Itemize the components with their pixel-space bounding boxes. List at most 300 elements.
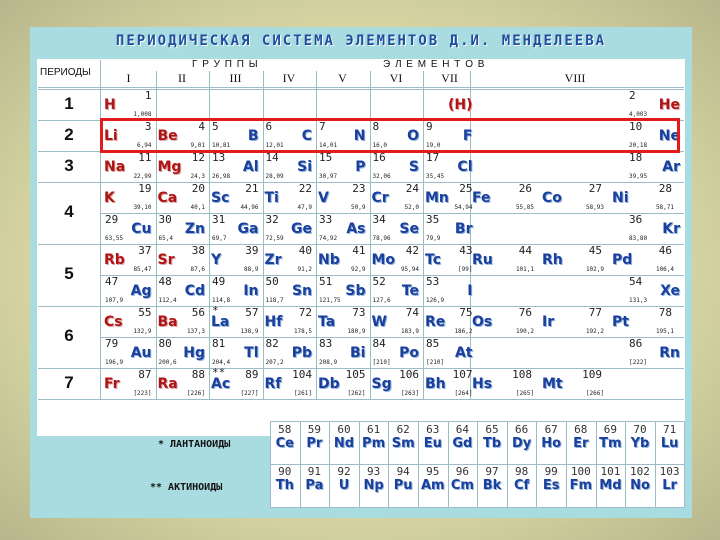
atomic-number: 108 bbox=[512, 368, 532, 381]
atomic-number: 104 bbox=[292, 368, 312, 381]
actinide-Fm-cell[interactable] bbox=[566, 465, 596, 493]
element-Nb-cell[interactable] bbox=[316, 244, 370, 275]
group-header-1: I bbox=[126, 71, 131, 85]
element-symbol: (H) bbox=[447, 97, 473, 113]
element-Sg-cell[interactable] bbox=[370, 368, 424, 399]
element-Bh-cell[interactable] bbox=[423, 368, 477, 399]
actinide-Cf-cell[interactable] bbox=[507, 465, 537, 493]
element-Sb-cell[interactable] bbox=[316, 275, 370, 306]
element-At-cell[interactable] bbox=[423, 337, 477, 368]
atomic-number: 25 bbox=[459, 182, 473, 195]
element-Ru-cell[interactable] bbox=[470, 244, 540, 275]
atomic-number: 106 bbox=[399, 368, 419, 381]
atomic-number: 47 bbox=[105, 275, 119, 288]
atomic-mass: [262] bbox=[347, 390, 366, 397]
actinide-Pa-cell[interactable] bbox=[300, 465, 330, 493]
element-symbol: Ra bbox=[157, 376, 178, 392]
atomic-mass: 107,9 bbox=[105, 297, 124, 304]
atomic-mass: [266] bbox=[585, 390, 604, 397]
element-symbol: Pt bbox=[612, 314, 629, 330]
element-Tl-cell[interactable] bbox=[209, 337, 263, 368]
element-Ge-cell[interactable] bbox=[263, 213, 317, 244]
element-symbol: Bh bbox=[425, 376, 446, 392]
series-marker: ** bbox=[212, 366, 226, 379]
periods-header: ПЕРИОДЫ bbox=[40, 67, 91, 78]
atomic-number: 70 bbox=[633, 423, 647, 436]
group-header-5: V bbox=[338, 71, 347, 85]
element-Sc-cell[interactable] bbox=[209, 182, 263, 213]
element-symbol: Po bbox=[399, 345, 419, 361]
element-Br-cell[interactable] bbox=[423, 213, 477, 244]
atomic-mass: 195,1 bbox=[655, 328, 674, 335]
element-Ag-cell[interactable] bbox=[102, 275, 156, 306]
element-Se-cell[interactable] bbox=[370, 213, 424, 244]
element-symbol: F bbox=[462, 128, 473, 144]
atomic-number: 77 bbox=[588, 306, 602, 319]
element-Cr-cell[interactable] bbox=[370, 182, 424, 213]
element-symbol: Pm bbox=[362, 436, 386, 451]
lanthanide-Dy-cell[interactable] bbox=[507, 423, 537, 451]
element-W-cell[interactable] bbox=[370, 306, 424, 337]
atomic-number: 43 bbox=[459, 244, 473, 257]
element-symbol: Tc bbox=[425, 252, 441, 268]
element-symbol: Sc bbox=[211, 190, 230, 206]
period-4: 4 bbox=[64, 202, 74, 221]
element-Cd-cell[interactable] bbox=[156, 275, 210, 306]
element-Mo-cell[interactable] bbox=[370, 244, 424, 275]
lanthanide-Eu-cell[interactable] bbox=[418, 423, 448, 451]
element-Db-cell[interactable] bbox=[316, 368, 370, 399]
atomic-number: 93 bbox=[366, 465, 381, 478]
atomic-number: 30 bbox=[158, 213, 172, 226]
element-symbol: Tm bbox=[599, 436, 622, 451]
element-symbol: In bbox=[243, 283, 259, 299]
atomic-number: 27 bbox=[588, 182, 602, 195]
lanthanide-Er-cell[interactable] bbox=[566, 423, 596, 451]
actinide-No-cell[interactable] bbox=[625, 465, 655, 493]
element-I-cell[interactable] bbox=[423, 275, 477, 306]
atomic-mass: 208,9 bbox=[319, 359, 338, 366]
actinide-Th-cell[interactable] bbox=[270, 465, 300, 493]
actinide-Cm-cell[interactable] bbox=[448, 465, 478, 493]
element-Xe-cell[interactable] bbox=[626, 275, 684, 306]
atomic-mass: 20,18 bbox=[629, 142, 648, 149]
grid-line bbox=[38, 399, 684, 400]
element-P-cell[interactable] bbox=[316, 151, 370, 182]
element-symbol: V bbox=[318, 190, 329, 206]
atomic-mass: 24,3 bbox=[190, 173, 205, 180]
atomic-number: 41 bbox=[352, 244, 366, 257]
atomic-number: 69 bbox=[603, 423, 618, 436]
atomic-mass: 44,96 bbox=[240, 204, 259, 211]
series-marker: * bbox=[212, 304, 219, 317]
atomic-number: 62 bbox=[396, 423, 410, 436]
atomic-mass: [264] bbox=[454, 390, 473, 397]
atomic-number: 24 bbox=[405, 182, 419, 195]
element-Ga-cell[interactable] bbox=[209, 213, 263, 244]
atomic-mass: 121,75 bbox=[319, 297, 341, 304]
element-Mn-cell[interactable] bbox=[423, 182, 477, 213]
group-header-4: IV bbox=[282, 71, 296, 85]
element-Ca-cell[interactable] bbox=[156, 182, 210, 213]
atomic-number: 84 bbox=[372, 337, 386, 350]
atomic-number: 57 bbox=[245, 306, 259, 319]
atomic-mass: 196,9 bbox=[105, 359, 124, 366]
element-Mg-cell[interactable] bbox=[156, 151, 210, 182]
element-La-cell[interactable] bbox=[209, 306, 263, 337]
atomic-mass: 39,95 bbox=[629, 173, 648, 180]
atomic-mass: [227] bbox=[240, 390, 259, 397]
element-symbol: Ac bbox=[211, 376, 231, 392]
atomic-number: 26 bbox=[518, 182, 532, 195]
element-symbol: Re bbox=[425, 314, 446, 330]
atomic-number: 40 bbox=[298, 244, 312, 257]
element-Te-cell[interactable] bbox=[370, 275, 424, 306]
lanthanide-Ce-cell[interactable] bbox=[270, 423, 300, 451]
element-Cl-cell[interactable] bbox=[423, 151, 477, 182]
element-Ta-cell[interactable] bbox=[316, 306, 370, 337]
atomic-number: 38 bbox=[191, 244, 205, 257]
element-Ti-cell[interactable] bbox=[263, 182, 317, 213]
atomic-mass: 186,2 bbox=[454, 328, 473, 335]
element-symbol: He bbox=[658, 97, 680, 113]
element-symbol: Rf bbox=[264, 376, 282, 392]
atomic-mass: 87,6 bbox=[190, 266, 205, 273]
element-symbol: Al bbox=[242, 159, 259, 175]
element-symbol: Be bbox=[157, 128, 178, 144]
atomic-number: 96 bbox=[455, 465, 470, 478]
element-symbol: S bbox=[408, 159, 419, 175]
actinide-Es-cell[interactable] bbox=[536, 465, 566, 493]
element-symbol: Ga bbox=[237, 221, 259, 237]
atomic-number: 71 bbox=[662, 423, 677, 436]
grid-line bbox=[270, 464, 684, 465]
atomic-number: 15 bbox=[319, 151, 333, 164]
element-symbol: Mg bbox=[157, 159, 182, 175]
element-symbol: Pd bbox=[612, 252, 633, 268]
element-symbol: Hf bbox=[264, 314, 283, 330]
element-V-cell[interactable] bbox=[316, 182, 370, 213]
atomic-number: 103 bbox=[659, 465, 680, 478]
atomic-number: 95 bbox=[426, 465, 440, 478]
element-symbol: Ir bbox=[542, 314, 555, 330]
element-Ir-cell[interactable] bbox=[540, 306, 610, 337]
element-symbol: Ar bbox=[662, 159, 680, 175]
element-symbol: Ni bbox=[612, 190, 629, 206]
element-Hf-cell[interactable] bbox=[263, 306, 317, 337]
element-symbol: Dy bbox=[511, 436, 532, 451]
element-Ra-cell[interactable] bbox=[156, 368, 210, 399]
grid-line bbox=[38, 87, 684, 88]
atomic-number: 32 bbox=[265, 213, 279, 226]
atomic-number: 52 bbox=[372, 275, 386, 288]
element-Sn-cell[interactable] bbox=[263, 275, 317, 306]
atomic-mass: 101,1 bbox=[515, 266, 534, 273]
element-symbol: Zr bbox=[264, 252, 282, 268]
element-Co-cell[interactable] bbox=[540, 182, 610, 213]
element-He-cell[interactable] bbox=[626, 89, 684, 120]
atomic-number: 90 bbox=[278, 465, 292, 478]
lanthanide-Yb-cell[interactable] bbox=[625, 423, 655, 451]
element-symbol: Fr bbox=[104, 376, 120, 392]
atomic-number: 82 bbox=[265, 337, 279, 350]
atomic-number: 75 bbox=[459, 306, 473, 319]
atomic-number: 97 bbox=[485, 465, 499, 478]
atomic-mass: 183,9 bbox=[400, 328, 419, 335]
element-symbol: Db bbox=[318, 376, 340, 392]
atomic-mass: 190,2 bbox=[515, 328, 534, 335]
element-H-cell[interactable] bbox=[423, 89, 477, 120]
atomic-number: 63 bbox=[426, 423, 440, 436]
atomic-mass: 58,71 bbox=[655, 204, 674, 211]
element-Bi-cell[interactable] bbox=[316, 337, 370, 368]
element-Tc-cell[interactable] bbox=[423, 244, 477, 275]
element-Rn-cell[interactable] bbox=[626, 337, 684, 368]
atomic-mass: [99] bbox=[458, 266, 473, 273]
atomic-mass: 32,06 bbox=[372, 173, 391, 180]
lanthanide-Tb-cell[interactable] bbox=[477, 423, 507, 451]
atomic-mass: 126,9 bbox=[426, 297, 445, 304]
element-Fe-cell[interactable] bbox=[470, 182, 540, 213]
element-Pt-cell[interactable] bbox=[610, 306, 680, 337]
element-symbol: Nd bbox=[333, 436, 355, 451]
element-Ni-cell[interactable] bbox=[610, 182, 680, 213]
group-header-3: III bbox=[229, 71, 242, 85]
element-symbol: Cd bbox=[184, 283, 205, 299]
element-symbol: Fe bbox=[472, 190, 491, 206]
atomic-number: 51 bbox=[319, 275, 333, 288]
atomic-mass: 137,3 bbox=[186, 328, 205, 335]
element-symbol: I bbox=[467, 283, 473, 299]
element-S-cell[interactable] bbox=[370, 151, 424, 182]
element-symbol: Cm bbox=[450, 478, 474, 493]
atomic-number: 19 bbox=[138, 182, 152, 195]
element-Os-cell[interactable] bbox=[470, 306, 540, 337]
element-symbol: B bbox=[247, 128, 259, 144]
atomic-mass: [265] bbox=[515, 390, 534, 397]
element-symbol: Rh bbox=[542, 252, 563, 268]
actinide-U-cell[interactable] bbox=[329, 465, 359, 493]
element-symbol: N bbox=[353, 128, 366, 144]
atomic-number: 6 bbox=[265, 120, 273, 133]
atomic-mass: 16,0 bbox=[372, 142, 387, 149]
atomic-mass: 65,4 bbox=[158, 235, 173, 242]
element-Pd-cell[interactable] bbox=[610, 244, 680, 275]
atomic-number: 72 bbox=[298, 306, 312, 319]
element-In-cell[interactable] bbox=[209, 275, 263, 306]
actinide-Bk-cell[interactable] bbox=[477, 465, 507, 493]
element-Cs-cell[interactable] bbox=[102, 306, 156, 337]
actinide-Lr-cell[interactable] bbox=[655, 465, 685, 493]
element-symbol: Sr bbox=[157, 252, 175, 268]
atomic-mass: 192,2 bbox=[585, 328, 604, 335]
element-symbol: Cs bbox=[104, 314, 123, 330]
atomic-mass: 50,9 bbox=[351, 204, 366, 211]
atomic-number: 73 bbox=[352, 306, 366, 319]
element-Sr-cell[interactable] bbox=[156, 244, 210, 275]
element-symbol: Pu bbox=[393, 478, 413, 493]
element-symbol: Am bbox=[420, 478, 445, 493]
lanthanide-Ho-cell[interactable] bbox=[536, 423, 566, 451]
atomic-number: 79 bbox=[105, 337, 119, 350]
atomic-mass: 52,0 bbox=[404, 204, 419, 211]
atomic-mass: 106,4 bbox=[655, 266, 674, 273]
element-Fr-cell[interactable] bbox=[102, 368, 156, 399]
element-Hg-cell[interactable] bbox=[156, 337, 210, 368]
atomic-number: 2 bbox=[629, 89, 636, 102]
element-Kr-cell[interactable] bbox=[626, 213, 684, 244]
lanthanide-Tm-cell[interactable] bbox=[596, 423, 626, 451]
element-symbol: Mt bbox=[542, 376, 563, 392]
element-symbol: Es bbox=[542, 478, 560, 493]
atomic-mass: 12,01 bbox=[265, 142, 284, 149]
element-Zn-cell[interactable] bbox=[156, 213, 210, 244]
element-Mt-cell[interactable] bbox=[540, 368, 610, 399]
element-Y-cell[interactable] bbox=[209, 244, 263, 275]
actinide-Np-cell[interactable] bbox=[359, 465, 389, 493]
atomic-number: 10 bbox=[629, 120, 643, 133]
element-symbol: Au bbox=[130, 345, 152, 361]
element-Rf-cell[interactable] bbox=[263, 368, 317, 399]
atomic-number: 100 bbox=[570, 465, 591, 478]
element-Si-cell[interactable] bbox=[263, 151, 317, 182]
atomic-number: 20 bbox=[191, 182, 205, 195]
element-symbol: Ne bbox=[658, 128, 680, 144]
element-Ar-cell[interactable] bbox=[626, 151, 684, 182]
element-symbol: Ge bbox=[291, 221, 312, 237]
element-symbol: Tl bbox=[244, 345, 259, 361]
atomic-mass: 28,09 bbox=[265, 173, 284, 180]
lanthanide-Nd-cell[interactable] bbox=[329, 423, 359, 451]
element-H-cell[interactable] bbox=[102, 89, 156, 120]
atomic-number: 94 bbox=[396, 465, 410, 478]
atomic-mass: 10,81 bbox=[212, 142, 231, 149]
lanthanides-label: * ЛАНТАНОИДЫ bbox=[158, 439, 231, 450]
atomic-mass: 6,94 bbox=[137, 142, 152, 149]
element-symbol: Hg bbox=[183, 345, 205, 361]
atomic-mass: 131,3 bbox=[629, 297, 648, 304]
element-symbol: Eu bbox=[423, 436, 442, 451]
grid-line bbox=[270, 421, 684, 422]
element-symbol: Ho bbox=[541, 436, 562, 451]
atomic-number: 109 bbox=[582, 368, 602, 381]
atomic-number: 13 bbox=[212, 151, 226, 164]
element-Hs-cell[interactable] bbox=[470, 368, 540, 399]
atomic-number: 67 bbox=[544, 423, 558, 436]
atomic-number: 89 bbox=[245, 368, 259, 381]
lanthanide-Pm-cell[interactable] bbox=[359, 423, 389, 451]
element-Po-cell[interactable] bbox=[370, 337, 424, 368]
actinide-Md-cell[interactable] bbox=[596, 465, 626, 493]
atomic-number: 61 bbox=[366, 423, 381, 436]
atomic-number: 33 bbox=[319, 213, 333, 226]
atomic-mass: 204,4 bbox=[212, 359, 231, 366]
groups-header-right: Э Л Е М Е Н Т О В bbox=[383, 59, 486, 70]
element-symbol: Br bbox=[454, 221, 473, 237]
atomic-mass: 200,6 bbox=[158, 359, 177, 366]
actinide-Am-cell[interactable] bbox=[418, 465, 448, 493]
element-Re-cell[interactable] bbox=[423, 306, 477, 337]
element-symbol: Tb bbox=[482, 436, 502, 451]
atomic-mass: 72,59 bbox=[265, 235, 284, 242]
element-symbol: Ce bbox=[275, 436, 294, 451]
actinide-Pu-cell[interactable] bbox=[388, 465, 418, 493]
lanthanide-Gd-cell[interactable] bbox=[448, 423, 478, 451]
element-symbol: No bbox=[630, 478, 650, 493]
element-Zr-cell[interactable] bbox=[263, 244, 317, 275]
grid-line bbox=[684, 421, 685, 507]
element-Rb-cell[interactable] bbox=[102, 244, 156, 275]
atomic-mass: 132,9 bbox=[133, 328, 152, 335]
atomic-mass: 79,9 bbox=[426, 235, 441, 242]
lanthanide-Lu-cell[interactable] bbox=[655, 423, 685, 451]
atomic-mass: 92,9 bbox=[351, 266, 366, 273]
period-2-highlight bbox=[100, 118, 680, 153]
element-symbol: Lu bbox=[660, 436, 679, 451]
element-Au-cell[interactable] bbox=[102, 337, 156, 368]
element-Rh-cell[interactable] bbox=[540, 244, 610, 275]
element-symbol: Te bbox=[401, 283, 419, 299]
element-symbol: Cr bbox=[371, 190, 389, 206]
element-symbol: Xe bbox=[660, 283, 680, 299]
atomic-mass: 88,9 bbox=[244, 266, 259, 273]
atomic-number: 39 bbox=[245, 244, 259, 257]
lanthanide-Pr-cell[interactable] bbox=[300, 423, 330, 451]
element-Al-cell[interactable] bbox=[209, 151, 263, 182]
atomic-number: 34 bbox=[372, 213, 386, 226]
atomic-number: 17 bbox=[426, 151, 440, 164]
atomic-mass: 102,9 bbox=[585, 266, 604, 273]
element-K-cell[interactable] bbox=[102, 182, 156, 213]
element-As-cell[interactable] bbox=[316, 213, 370, 244]
atomic-number: 92 bbox=[337, 465, 351, 478]
atomic-number: 48 bbox=[158, 275, 172, 288]
element-Ac-cell[interactable] bbox=[209, 368, 263, 399]
atomic-number: 101 bbox=[600, 465, 621, 478]
atomic-number: 56 bbox=[191, 306, 205, 319]
element-symbol: Kr bbox=[662, 221, 680, 237]
element-symbol: Os bbox=[472, 314, 493, 330]
element-symbol: Mo bbox=[371, 252, 396, 268]
element-symbol: At bbox=[454, 345, 473, 361]
period-5: 5 bbox=[64, 264, 74, 283]
atomic-mass: [263] bbox=[400, 390, 419, 397]
period-2: 2 bbox=[64, 124, 74, 144]
lanthanide-Sm-cell[interactable] bbox=[388, 423, 418, 451]
element-symbol: Sm bbox=[391, 436, 415, 451]
atomic-number: 18 bbox=[629, 151, 643, 164]
element-symbol: Ta bbox=[318, 314, 336, 330]
element-Ba-cell[interactable] bbox=[156, 306, 210, 337]
atomic-number: 11 bbox=[138, 151, 152, 164]
element-symbol: Np bbox=[363, 478, 384, 493]
atomic-number: 35 bbox=[426, 213, 440, 226]
atomic-mass: 127,6 bbox=[372, 297, 391, 304]
element-Na-cell[interactable] bbox=[102, 151, 156, 182]
element-Pb-cell[interactable] bbox=[263, 337, 317, 368]
element-symbol: W bbox=[371, 314, 387, 330]
atomic-number: 14 bbox=[265, 151, 279, 164]
element-Cu-cell[interactable] bbox=[102, 213, 156, 244]
atomic-number: 49 bbox=[212, 275, 226, 288]
element-symbol: Hs bbox=[472, 376, 493, 392]
atomic-number: 42 bbox=[405, 244, 419, 257]
element-symbol: Cl bbox=[457, 159, 473, 175]
atomic-number: 58 bbox=[278, 423, 292, 436]
element-symbol: Ag bbox=[130, 283, 152, 299]
atomic-mass: 1,008 bbox=[133, 111, 152, 118]
period-7: 7 bbox=[64, 372, 74, 392]
